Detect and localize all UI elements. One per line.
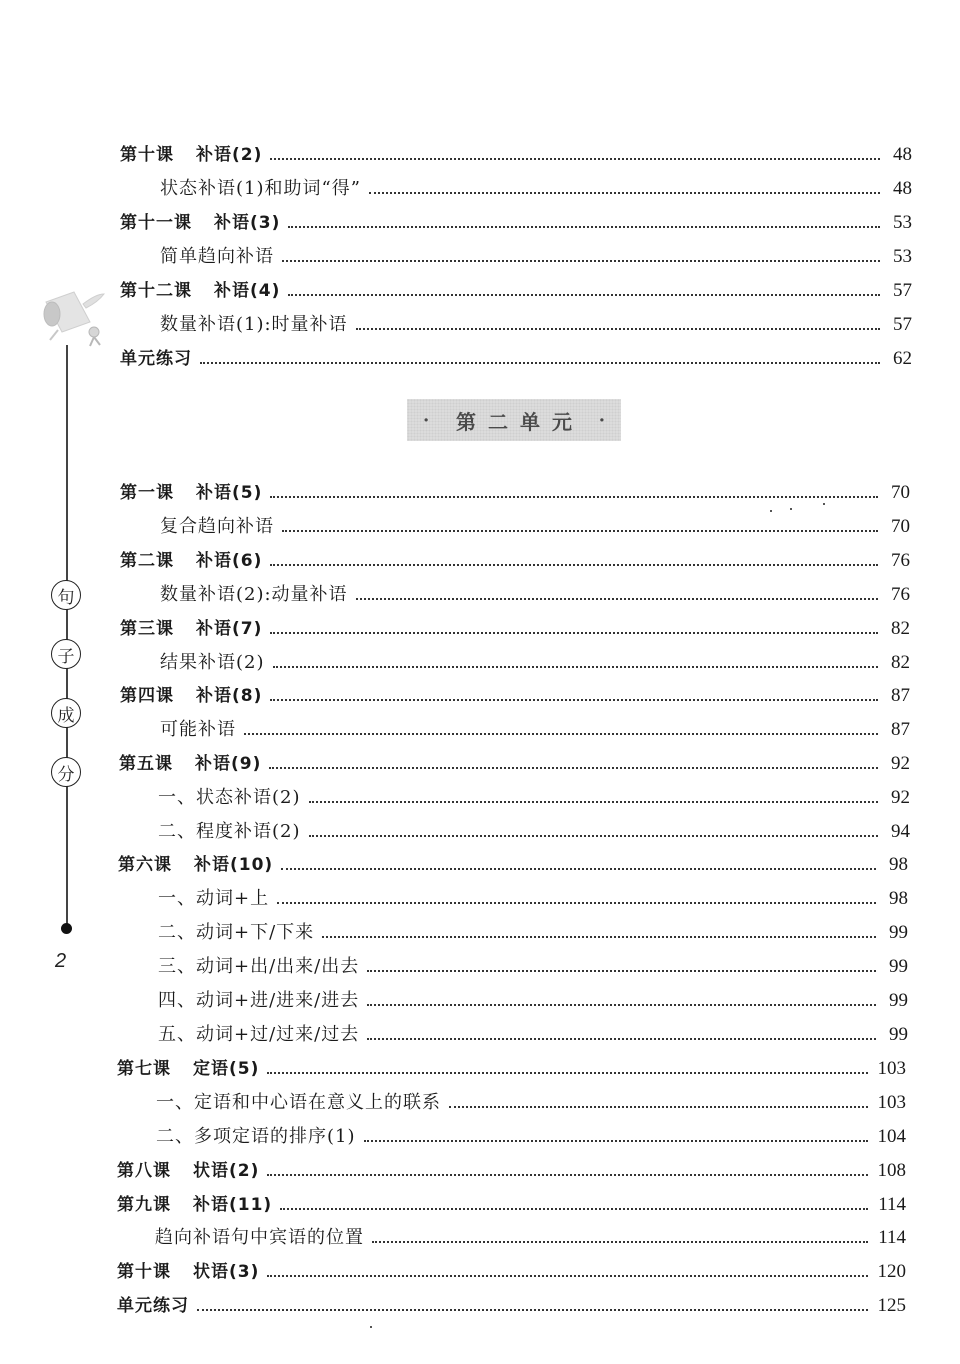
dot-leader [356, 328, 880, 330]
lesson-number: 单元练习 [117, 1296, 189, 1316]
toc-subentry[interactable] [158, 950, 908, 978]
lesson-number: 第十一课 [120, 213, 192, 233]
subentry-title: 简单趋向补语 [160, 246, 274, 267]
lesson-title [117, 1261, 267, 1283]
dot-leader [267, 1174, 867, 1176]
subentry-title: 复合趋向补语 [160, 516, 274, 537]
lesson-number: 第十课 [117, 1262, 171, 1282]
toc-page-number: 76 [891, 550, 910, 571]
lesson-number: 第六课 [118, 855, 172, 875]
lesson-title [117, 1160, 267, 1182]
toc-subentry[interactable] [160, 646, 910, 674]
dot-leader [367, 970, 876, 972]
dot-leader [270, 158, 880, 160]
toc-page-number: 103 [877, 1058, 906, 1079]
toc-lesson-entry[interactable] [120, 274, 912, 302]
toc-page-number: 82 [891, 652, 910, 673]
toc-subentry[interactable] [158, 984, 908, 1012]
toc-page-number: 57 [893, 314, 912, 335]
toc-subentry[interactable] [158, 815, 910, 843]
scan-speck [790, 508, 792, 510]
toc-page-number: 99 [889, 990, 908, 1011]
side-tab-char: 成 [51, 698, 81, 728]
lesson-title [120, 685, 270, 707]
lesson-number: 第九课 [117, 1195, 171, 1215]
lesson-topic: 补语(8) [196, 686, 263, 706]
toc-subentry[interactable] [158, 781, 910, 809]
toc-lesson-entry[interactable] [120, 612, 910, 640]
toc-page-number: 53 [893, 212, 912, 233]
scan-speck [823, 503, 825, 505]
dot-leader [372, 1241, 868, 1243]
lesson-number: 第四课 [120, 686, 174, 706]
lesson-topic: 补语(5) [196, 483, 263, 503]
toc-lesson-entry[interactable] [118, 848, 908, 876]
toc-subentry[interactable] [160, 510, 910, 538]
toc-lesson-entry[interactable] [120, 544, 910, 572]
toc-page-number: 99 [889, 922, 908, 943]
lesson-number: 第一课 [120, 483, 174, 503]
lesson-topic: 状语(3) [193, 1262, 260, 1282]
toc-subentry[interactable] [156, 1086, 906, 1114]
dot-leader [267, 1275, 867, 1277]
toc-lesson-entry[interactable] [117, 1188, 906, 1216]
lesson-topic: 补语(11) [193, 1195, 273, 1215]
lesson-title [120, 482, 270, 504]
subentry-title: 二、动词+下/下来 [158, 922, 315, 943]
toc-page-number: 82 [891, 618, 910, 639]
toc-lesson-entry[interactable] [120, 679, 910, 707]
dot-leader [269, 767, 878, 769]
toc-page-number: 98 [889, 888, 908, 909]
lesson-topic: 补语(7) [196, 619, 263, 639]
lesson-topic: 补语(2) [196, 145, 263, 165]
subentry-title: 状态补语(1)和助词“得” [160, 178, 361, 199]
lesson-topic: 补语(6) [196, 551, 263, 571]
dot-leader [309, 835, 879, 837]
toc-page-number: 99 [889, 956, 908, 977]
toc-lesson-entry[interactable] [117, 1255, 906, 1283]
toc-page-number: 92 [891, 787, 910, 808]
lesson-title [120, 144, 270, 166]
dot-leader [364, 1140, 868, 1142]
toc-page-number: 99 [889, 1024, 908, 1045]
dot-leader [270, 699, 878, 701]
toc-lesson-entry[interactable] [120, 342, 912, 370]
banner-dot-left: · [423, 409, 430, 431]
lesson-topic: 定语(5) [193, 1059, 260, 1079]
toc-page-number: 104 [877, 1126, 906, 1147]
toc-page-number: 87 [891, 719, 910, 740]
lesson-number: 第十课 [120, 145, 174, 165]
toc-lesson-entry[interactable] [117, 1154, 906, 1182]
unit-banner [407, 399, 621, 441]
lesson-title [120, 212, 288, 234]
subentry-title: 一、定语和中心语在意义上的联系 [156, 1092, 441, 1113]
dot-leader [280, 1208, 868, 1210]
toc-page-number: 57 [893, 280, 912, 301]
dot-leader [356, 598, 878, 600]
scan-speck [370, 1326, 372, 1328]
lesson-title [118, 854, 281, 876]
toc-page-number: 98 [889, 854, 908, 875]
scroll-with-quill-icon [28, 280, 108, 350]
lesson-number: 第七课 [117, 1059, 171, 1079]
dot-leader [309, 801, 879, 803]
dot-leader [281, 868, 876, 870]
toc-lesson-entry[interactable] [119, 747, 910, 775]
toc-page-number: 62 [893, 348, 912, 369]
unit-banner-title: 第二单元 [456, 409, 584, 434]
lesson-number: 第十二课 [120, 281, 192, 301]
lesson-title [117, 1194, 280, 1216]
lesson-number: 第八课 [117, 1161, 171, 1181]
side-spine-line [66, 345, 68, 925]
toc-subentry[interactable] [160, 713, 910, 741]
lesson-title [117, 1058, 267, 1080]
toc-page-number: 94 [891, 821, 910, 842]
dot-leader [277, 902, 876, 904]
dot-leader [282, 260, 880, 262]
side-tab-char: 分 [51, 757, 81, 787]
toc-subentry[interactable] [155, 1221, 906, 1249]
subentry-title: 一、状态补语(2) [158, 787, 301, 808]
lesson-topic: 补语(10) [194, 855, 274, 875]
toc-lesson-entry[interactable] [120, 206, 912, 234]
subentry-title: 一、动词+上 [158, 888, 270, 909]
toc-subentry[interactable] [160, 308, 912, 336]
dot-leader [282, 530, 878, 532]
dot-leader [367, 1004, 876, 1006]
dot-leader [270, 564, 878, 566]
toc-page-number: 48 [893, 178, 912, 199]
toc-subentry[interactable] [160, 240, 912, 268]
toc-page-number: 103 [877, 1092, 906, 1113]
subentry-title: 数量补语(1):时量补语 [160, 314, 348, 335]
lesson-number: 第二课 [120, 551, 174, 571]
lesson-title [120, 618, 270, 640]
lesson-topic: 补语(9) [195, 754, 262, 774]
toc-page-number: 114 [878, 1194, 906, 1215]
toc-page-number: 76 [891, 584, 910, 605]
lesson-number: 单元练习 [120, 349, 192, 369]
toc-lesson-entry[interactable] [117, 1052, 906, 1080]
lesson-topic: 补语(4) [214, 281, 281, 301]
subentry-title: 五、动词+过/过来/过去 [158, 1024, 360, 1045]
scan-speck [770, 510, 772, 512]
lesson-title [120, 550, 270, 572]
toc-page-number: 108 [877, 1160, 906, 1181]
toc-lesson-entry[interactable] [117, 1289, 906, 1317]
toc-subentry[interactable] [160, 172, 912, 200]
toc-page-number: 70 [891, 516, 910, 537]
lesson-topic: 补语(3) [214, 213, 281, 233]
subentry-title: 趋向补语句中宾语的位置 [155, 1227, 364, 1248]
subentry-title: 四、动词+进/进来/进去 [158, 990, 360, 1011]
dot-leader [367, 1038, 876, 1040]
toc-page-number: 114 [878, 1227, 906, 1248]
toc-subentry[interactable] [158, 916, 908, 944]
lesson-title [117, 1295, 197, 1317]
toc-page-number: 120 [877, 1261, 906, 1282]
lesson-title [120, 280, 288, 302]
subentry-title: 数量补语(2):动量补语 [160, 584, 348, 605]
subentry-title: 二、程度补语(2) [158, 821, 301, 842]
lesson-title [119, 753, 269, 775]
dot-leader [244, 733, 878, 735]
dot-leader [322, 936, 876, 938]
toc-subentry[interactable] [160, 578, 910, 606]
toc-lesson-entry[interactable] [120, 476, 910, 504]
toc-subentry[interactable] [158, 1018, 908, 1046]
toc-page-number: 125 [877, 1295, 906, 1316]
toc-subentry[interactable] [158, 882, 908, 910]
dot-leader [273, 666, 879, 668]
dot-leader [270, 632, 878, 634]
subentry-title: 三、动词+出/出来/出去 [158, 956, 360, 977]
subentry-title: 可能补语 [160, 719, 236, 740]
dot-leader [267, 1072, 867, 1074]
dot-leader [270, 496, 878, 498]
toc-page-number: 92 [891, 753, 910, 774]
lesson-number: 第五课 [119, 754, 173, 774]
lesson-number: 第三课 [120, 619, 174, 639]
side-tab-char: 子 [51, 639, 81, 669]
dot-leader [200, 362, 880, 364]
dot-leader [197, 1309, 868, 1311]
toc-page-number: 48 [893, 144, 912, 165]
dot-leader [369, 192, 880, 194]
side-tab-char: 句 [51, 580, 81, 610]
subentry-title: 二、多项定语的排序(1) [156, 1126, 356, 1147]
lesson-title [120, 348, 200, 370]
dot-leader [288, 294, 880, 296]
dot-leader [449, 1106, 868, 1108]
dot-leader [288, 226, 880, 228]
subentry-title: 结果补语(2) [160, 652, 265, 673]
toc-page-number: 53 [893, 246, 912, 267]
toc-page-number: 87 [891, 685, 910, 706]
lesson-topic: 状语(2) [193, 1161, 260, 1181]
banner-dot-right: · [598, 409, 605, 431]
page-number: 2 [55, 950, 67, 972]
spine-end-dot-icon [61, 923, 72, 934]
toc-subentry[interactable] [156, 1120, 906, 1148]
toc-lesson-entry[interactable] [120, 138, 912, 166]
toc-page-number: 70 [891, 482, 910, 503]
